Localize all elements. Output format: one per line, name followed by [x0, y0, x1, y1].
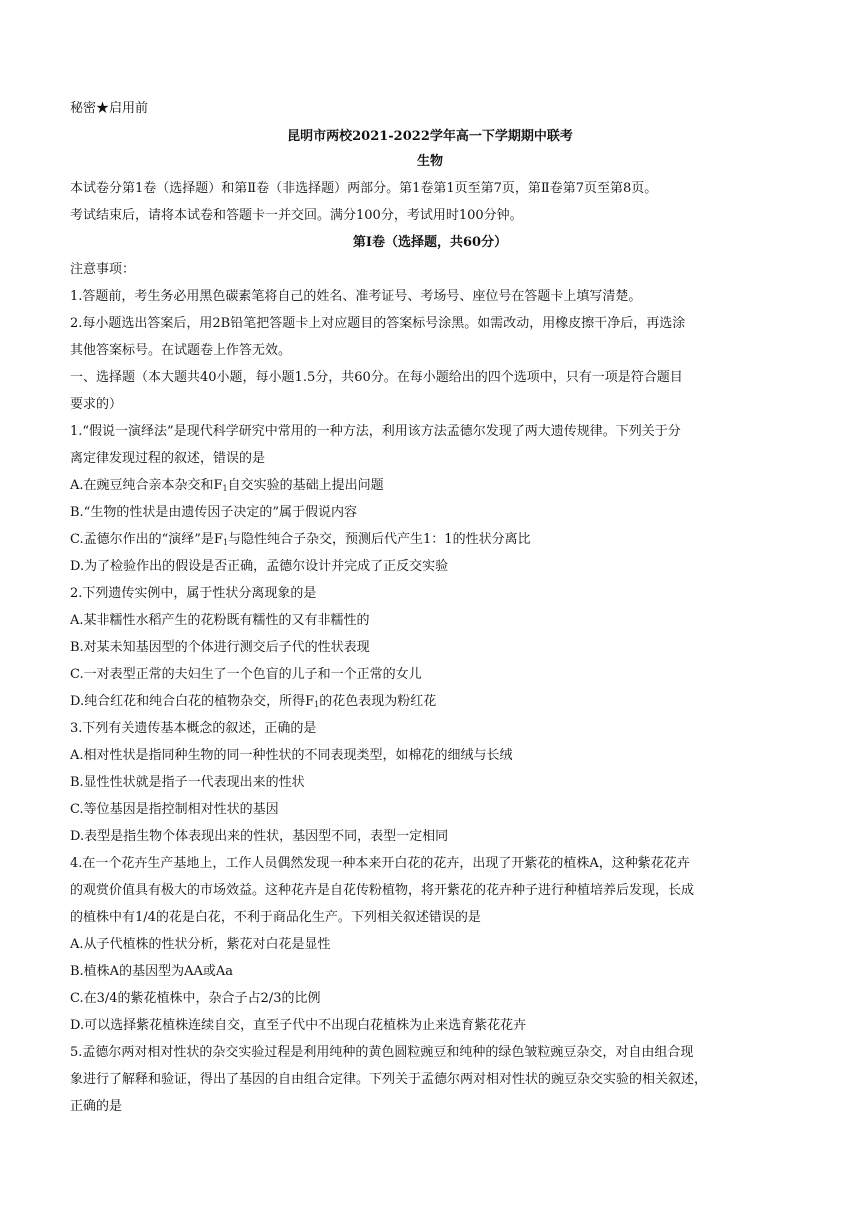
note-item: 2.每小题选出答案后，用2B铅笔把答题卡上对应题目的答案标号涂黑。如需改动，用橡皮擦干净后，再选涂 [70, 316, 686, 331]
question-stem-cont: 象进行了解释和验证，得出了基因的自由组合定律。下列关于孟德尔两对相对性状的豌豆杂交实验的相关叙述， [70, 1072, 708, 1087]
question-stem-cont: 的植株中有1/4的花是白花，不利于商品化生产。下列相关叙述错误的是 [70, 910, 481, 925]
option-c: C.在3/4的紫花植株中，杂合子占2/3的比例 [70, 991, 321, 1006]
option-b: B.对某未知基因型的个体进行测交后子代的性状表现 [70, 640, 370, 655]
option-b: B.植株A的基因型为AA或Aa [70, 964, 233, 979]
option-b: B.“生物的性状是由遗传因子决定的”属于假说内容 [70, 505, 357, 520]
question-stem: 5.孟德尔两对相对性状的杂交实验过程是利用纯种的黄色圆粒豌豆和纯种的绿色皱粒豌豆杂交，对自由组合现 [70, 1045, 694, 1060]
section-title: 第Ⅰ卷（选择题，共60分） [352, 235, 508, 250]
question-stem: 2.下列遗传实例中，属于性状分离现象的是 [70, 586, 317, 601]
part-heading-cont: 要求的） [70, 397, 123, 412]
question-stem: 3.下列有关遗传基本概念的叙述，正确的是 [70, 721, 317, 736]
question-stem: 4.在一个花卉生产基地上，工作人员偶然发现一种本来开白花的花卉，出现了开紫花的植株A，这种紫花花卉 [70, 856, 690, 871]
question-stem-cont: 的观赏价值具有极大的市场效益。这种花卉是自花传粉植物，将开紫花的花卉种子进行种植培养后发现，长成 [70, 883, 695, 898]
subject-title: 生物 [416, 154, 443, 169]
option-b: B.显性性状就是指子一代表现出来的性状 [70, 775, 305, 790]
intro-line: 考试结束后，请将本试卷和答题卡一并交回。满分100分，考试用时100分钟。 [70, 208, 523, 223]
option-d: D.为了检验作出的假设是否正确，孟德尔设计并完成了正反交实验 [70, 559, 449, 574]
option-c: C.孟德尔作出的“演绎”是$F_1$与隐性纯合子杂交，预测后代产生1：1的性状分离比 [70, 532, 531, 547]
option-d: D.纯合红花和纯合白花的植物杂交，所得$F_1$的花色表现为粉红花 [70, 694, 437, 709]
confidential-mark: 秘密★启用前 [70, 101, 149, 116]
intro-line: 本试卷分第1卷（选择题）和第Ⅱ卷（非选择题）两部分。第1卷第1页至第7页，第Ⅱ卷第7页至第8页。 [70, 181, 658, 196]
question-stem-cont: 正确的是 [70, 1099, 123, 1114]
question-stem: 1.“假说一演绎法”是现代科学研究中常用的一种方法，利用该方法孟德尔发现了两大遗传规律。下列关于分 [70, 424, 681, 439]
note-item-cont: 其他答案标号。在试题卷上作答无效。 [70, 343, 292, 358]
note-item: 1.答题前，考生务必用黑色碳素笔将自己的姓名、准考证号、考场号、座位号在答题卡上填写清楚。 [70, 289, 642, 304]
option-d: D.可以选择紫花植株连续自交，直至子代中不出现白花植株为止来选育紫花花卉 [70, 1018, 527, 1033]
question-stem-cont: 离定律发现过程的叙述，错误的是 [70, 451, 266, 466]
part-heading: 一、选择题（本大题共40小题，每小题1.5分，共60分。在每小题给出的四个选项中，只有一项是符合题目 [70, 370, 683, 385]
exam-title: 昆明市两校2021-2022学年高一下学期期中联考 [287, 129, 573, 144]
option-a: A.某非糯性水稻产生的花粉既有糯性的又有非糯性的 [70, 613, 370, 628]
option-a: A.从子代植株的性状分析，紫花对白花是显性 [70, 937, 331, 952]
notes-heading: 注意事项： [70, 262, 136, 277]
option-d: D.表型是指生物个体表现出来的性状，基因型不同，表型一定相同 [70, 829, 449, 844]
option-c: C.等位基因是指控制相对性状的基因 [70, 802, 279, 817]
option-a: A.在豌豆纯合亲本杂交和$F_1$自交实验的基础上提出问题 [70, 478, 384, 493]
option-c: C.一对表型正常的夫妇生了一个色盲的儿子和一个正常的女儿 [70, 667, 422, 682]
option-a: A.相对性状是指同种生物的同一种性状的不同表现类型，如棉花的细绒与长绒 [70, 748, 513, 763]
